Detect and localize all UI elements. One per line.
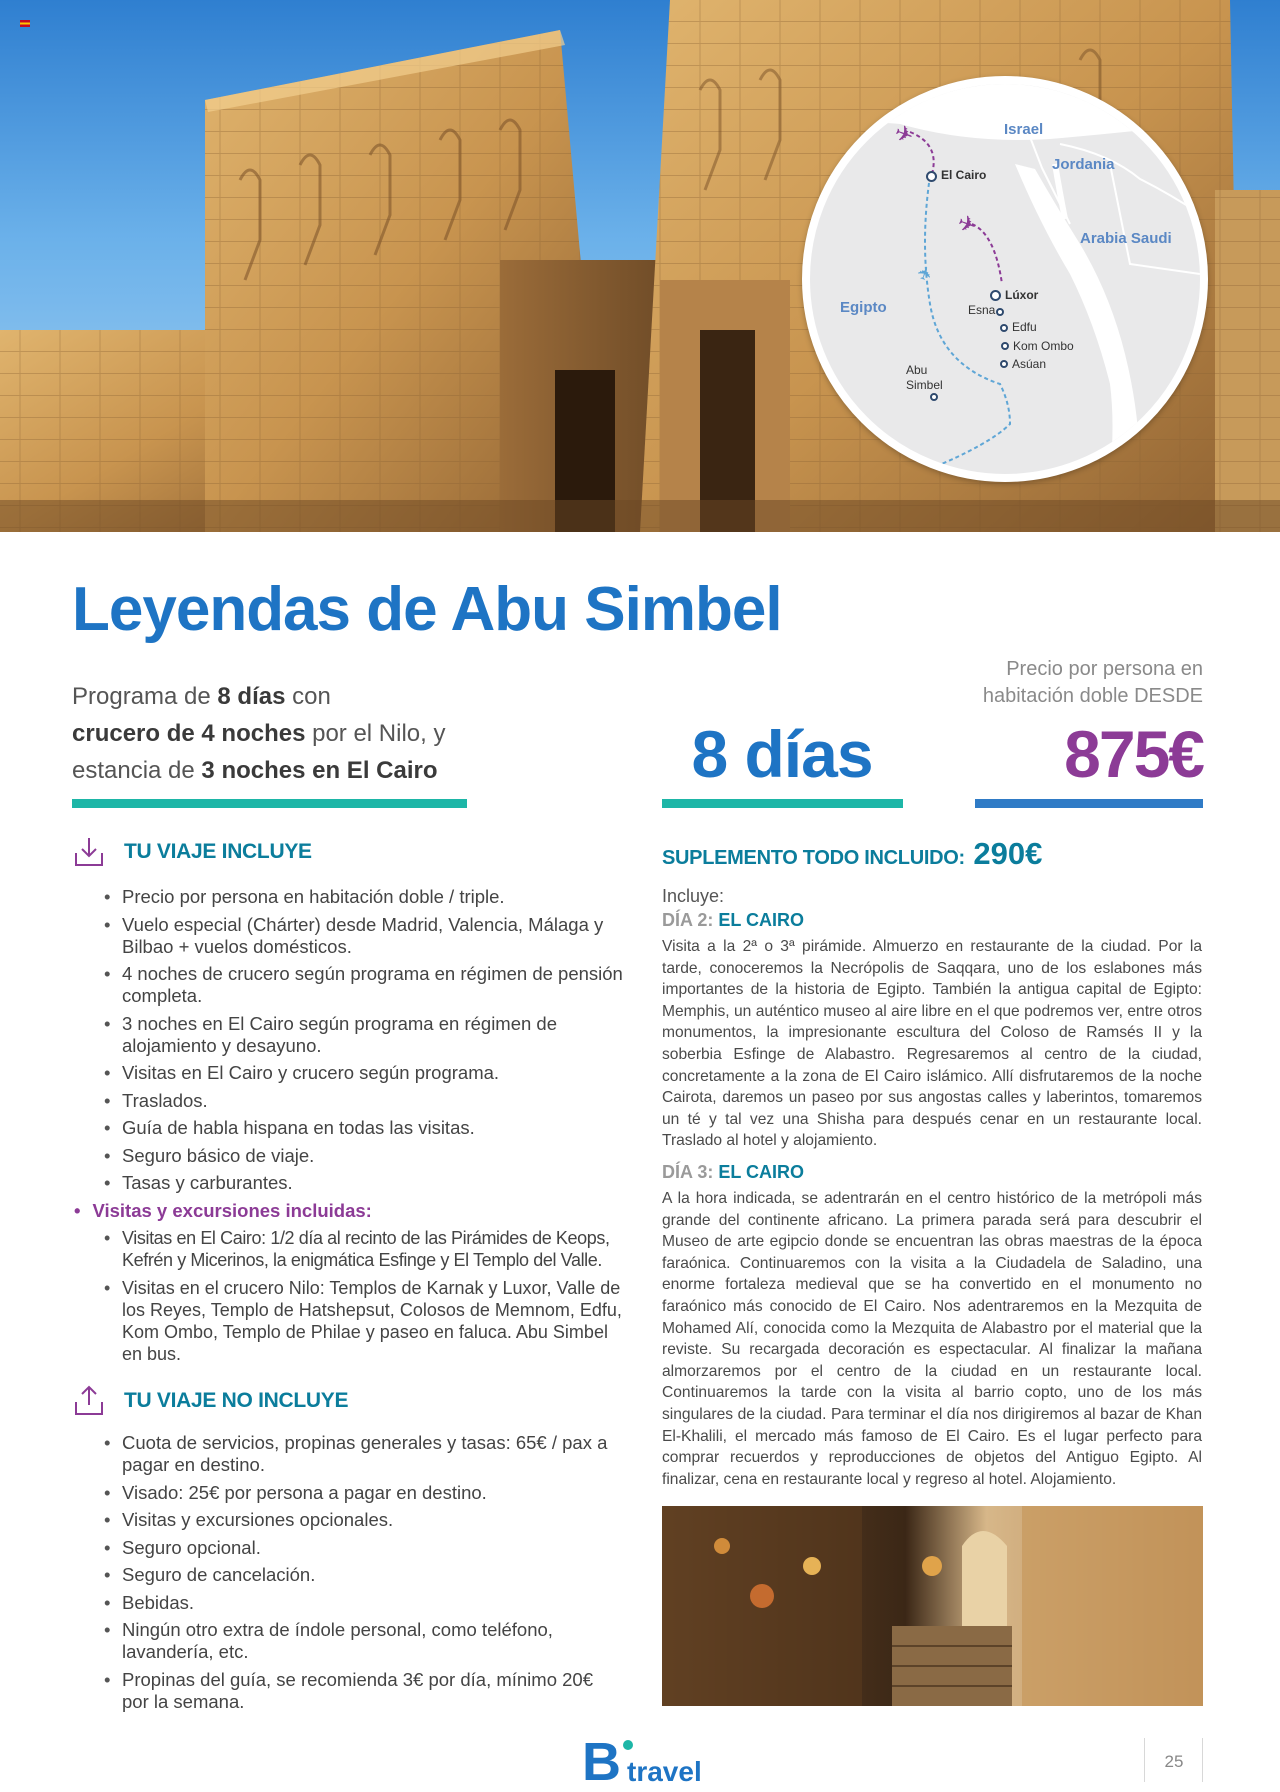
hero-photo bbox=[0, 0, 1280, 532]
day-2-text: Visita a la 2ª o 3ª pirámide. Almuerzo en restaurante de la ciudad. Por la tarde, conoceremos la Necrópolis de Saqqara, uno de los eslabones más importantes de la historia de Egipto. También la antigua capital de Egipto: Memphis, un auténtico museo al aire libre en el que podremos ver, entre otros monumentos, la impresionante escultura del Coloso de Ramsés II y la soberbia Esfinge de Alabastro. Regresaremos al centro de la ciudad, concretamente a la zona de El Cairo islámico. Allí disfrutaremos de la noche Cairota, daremos un paseo por sus angostas calles y laberintos, tomaremos un té y tal vez una Shisha para después cenar en un restaurante local. Traslado al hotel y alojamiento. bbox=[662, 938, 1202, 1150]
price-underline bbox=[975, 799, 1203, 808]
map-country-egipto: Egipto bbox=[840, 299, 887, 316]
list-item: • Visitas en El Cairo: 1/2 día al recinto de las Pirámides de Keops, Kefrén y Micerinos, la enigmática Esfinge y El Templo del Valle. bbox=[104, 1227, 624, 1271]
price-note-line2: habitación doble DESDE bbox=[982, 685, 1203, 707]
list-item: • Guía de habla hispana en todas las visitas. bbox=[104, 1117, 624, 1139]
includes-list bbox=[104, 886, 624, 1200]
page-divider-right bbox=[1202, 1738, 1203, 1782]
day-3-text: A la hora indicada, se adentrarán en el centro histórico de la metrópoli más grande del continente africano. La primera parada será para descubrir el Museo de arte egipcio donde se encuentran las obras maestras de la época faraónica. Continuaremos con la visita a la Ciudadela de Saladino, una enorme fortaleza medieval que se ha convertido en el monumento no faraónico más conocido de El Cairo. Nos adentraremos en la Mezquita de Mohamed Alí, conocida como la Mezquita de Alabastro por el material que la reviste. Su recargada decoración es espectacular. Al finalizar la mañana almorzaremos por el centro de la ciudad en un restaurante local. Continuaremos la tarde con la visita al barrio copto, uno de los más singulares de la ciudad. Para terminar el día nos dirigiremos al bazar de Khan El-Khalili, el mercado más famoso de El Cairo. Es el lugar perfecto para comprar recuerdos y reproducciones de objetos del Antiguo Egipto. Al finalizar, cena en restaurante local y regreso al hotel. Alojamiento. bbox=[662, 1190, 1202, 1488]
route-map bbox=[802, 76, 1208, 482]
map-marker-edfu bbox=[1000, 324, 1008, 332]
summary-text: Programa de bbox=[72, 683, 218, 710]
map-marker-el-cairo bbox=[926, 171, 937, 182]
map-marker-abu-simbel bbox=[930, 393, 938, 401]
logo-b bbox=[582, 1732, 621, 1792]
day-3-heading bbox=[662, 1162, 804, 1183]
map-country-arabia-saudi: Arabia Saudi bbox=[1080, 230, 1172, 247]
visits-heading: • Visitas y excursiones incluidas: bbox=[74, 1200, 372, 1222]
includes-label: Incluye: bbox=[662, 886, 725, 906]
day-3-label: DÍA 3: bbox=[662, 1162, 714, 1182]
list-item: • Precio por persona en habitación doble / triple. bbox=[104, 886, 624, 908]
list-item: • Visitas en El Cairo y crucero según programa. bbox=[104, 1062, 624, 1084]
svg-text:✈: ✈ bbox=[913, 262, 939, 285]
page-title: Leyendas de Abu Simbel bbox=[72, 575, 782, 644]
day-3-place: EL CAIRO bbox=[718, 1162, 805, 1182]
supplement-label: SUPLEMENTO TODO INCLUIDO: bbox=[662, 847, 965, 869]
summary-bold: crucero de 4 noches bbox=[72, 720, 306, 747]
list-item: • Propinas del guía, se recomienda 3€ por día, mínimo 20€ por la semana. bbox=[104, 1669, 624, 1713]
includes-header bbox=[72, 835, 312, 869]
logo-text: travel bbox=[627, 1756, 702, 1787]
day-2-heading bbox=[662, 910, 804, 931]
list-item: • Tasas y carburantes. bbox=[104, 1172, 624, 1194]
excludes-heading: TU VIAJE NO INCLUYE bbox=[124, 1389, 349, 1412]
summary-underline bbox=[72, 799, 467, 808]
list-item: • 3 noches en El Cairo según programa en régimen de alojamiento y desayuno. bbox=[104, 1013, 624, 1057]
map-marker-esna bbox=[996, 308, 1004, 316]
summary-bold: 8 días bbox=[217, 683, 286, 710]
list-item: • Cuota de servicios, propinas generales y tasas: 65€ / pax a pagar en destino. bbox=[104, 1432, 624, 1476]
summary-bold: 3 noches en El Cairo bbox=[201, 757, 438, 784]
price-note bbox=[983, 656, 1203, 710]
list-item: • Traslados. bbox=[104, 1090, 624, 1112]
excludes-header bbox=[72, 1384, 348, 1418]
upload-icon bbox=[72, 1384, 106, 1418]
map-marker-luxor bbox=[990, 290, 1001, 301]
list-item: • Seguro de cancelación. bbox=[104, 1564, 624, 1586]
price-note-line1: Precio por persona en bbox=[1006, 658, 1203, 680]
summary-text: por el Nilo, y bbox=[305, 720, 446, 747]
program-summary bbox=[72, 678, 492, 789]
list-item: • Seguro básico de viaje. bbox=[104, 1145, 624, 1167]
visits-list bbox=[104, 1227, 624, 1370]
list-item: • Visado: 25€ por persona a pagar en destino. bbox=[104, 1482, 624, 1504]
page-divider-left bbox=[1144, 1738, 1145, 1782]
supplement bbox=[662, 836, 1042, 872]
map-city-kom-ombo: Kom Ombo bbox=[1013, 339, 1074, 353]
bazaar-illustration bbox=[662, 1506, 1203, 1706]
download-icon bbox=[72, 835, 106, 869]
excludes-list bbox=[104, 1432, 624, 1718]
map-city-esna: Esna bbox=[968, 303, 996, 317]
list-item: • Visitas y excursiones opcionales. bbox=[104, 1509, 624, 1531]
list-item: • 4 noches de crucero según programa en régimen de pensión completa. bbox=[104, 963, 624, 1007]
map-city-el-cairo: El Cairo bbox=[941, 168, 987, 182]
svg-text:✈: ✈ bbox=[953, 210, 980, 241]
map-marker-asuan bbox=[1000, 360, 1008, 368]
map-marker-kom-ombo bbox=[1001, 342, 1009, 350]
day-2-label: DÍA 2: bbox=[662, 910, 714, 930]
list-item: • Bebidas. bbox=[104, 1592, 624, 1614]
list-item: • Visitas en el crucero Nilo: Templos de Karnak y Luxor, Valle de los Reyes, Templo de Hatshepsut, Colosos de Memnom, Edfu, Kom Ombo, Templo de Philae y paseo en faluca. Abu Simbel en bus. bbox=[104, 1277, 624, 1365]
map-city-luxor: Lúxor bbox=[1005, 288, 1039, 302]
includes-heading: TU VIAJE INCLUYE bbox=[124, 840, 312, 863]
price-from: 875€ bbox=[1064, 717, 1203, 791]
bazaar-photo bbox=[662, 1506, 1203, 1706]
logo-dot bbox=[623, 1740, 633, 1750]
map-city-abu-simbel: Abu Simbel bbox=[906, 363, 943, 392]
logo-b-letter: B bbox=[582, 1732, 621, 1792]
list-item: • Seguro opcional. bbox=[104, 1537, 624, 1559]
map-graphic bbox=[810, 84, 1200, 474]
summary-text: estancia de bbox=[72, 757, 202, 784]
map-country-jordania: Jordania bbox=[1052, 156, 1115, 173]
duration-days: 8 días bbox=[691, 717, 873, 791]
list-item: • Vuelo especial (Chárter) desde Madrid, Valencia, Málaga y Bilbao + vuelos domésticos. bbox=[104, 914, 624, 958]
supplement-value: 290€ bbox=[973, 836, 1043, 871]
btravel-logo bbox=[582, 1732, 702, 1792]
map-country-israel: Israel bbox=[1004, 121, 1044, 138]
spain-flag-icon bbox=[20, 20, 30, 27]
list-item: • Ningún otro extra de índole personal, como teléfono, lavandería, etc. bbox=[104, 1619, 624, 1663]
day-2-place: EL CAIRO bbox=[718, 910, 805, 930]
svg-text:✈: ✈ bbox=[890, 120, 917, 151]
days-underline bbox=[662, 799, 903, 808]
map-city-asuan: Asúan bbox=[1012, 357, 1047, 371]
page-number: 25 bbox=[1164, 1752, 1184, 1771]
map-city-edfu: Edfu bbox=[1012, 320, 1037, 334]
summary-text: con bbox=[285, 683, 331, 710]
